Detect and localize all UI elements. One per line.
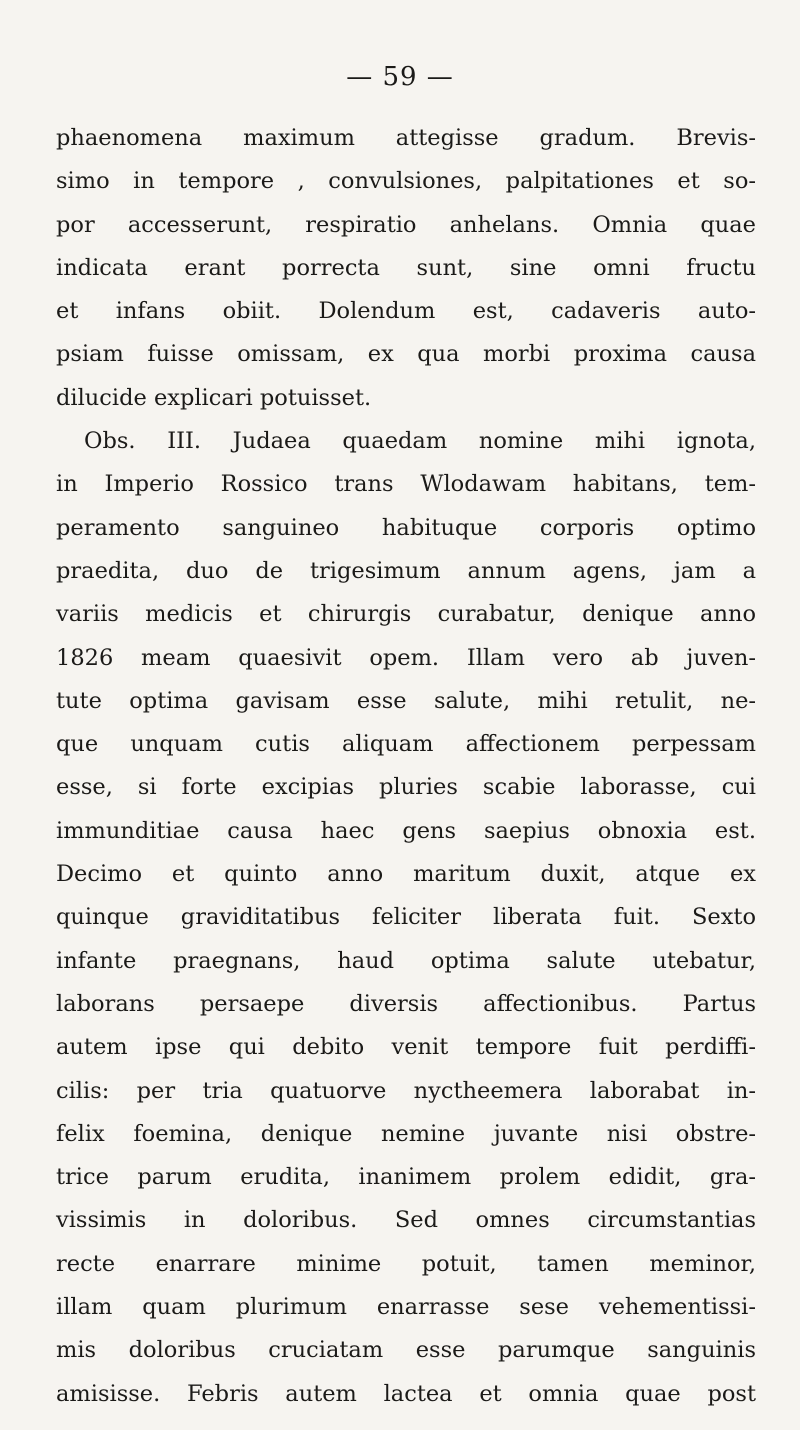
page-number: — 59 — (346, 62, 454, 92)
text-line: vissimis in doloribus. Sed omnes circumstantias (56, 1207, 756, 1234)
text-line: 1826 meam quaesivit opem. Illam vero ab juven- (56, 644, 756, 671)
text-line: illam quam plurimum enarrasse sese vehementissi- (56, 1294, 756, 1321)
text-line: phaenomena maximum attegisse gradum. Brevis- (56, 125, 756, 151)
text-line: psiam fuisse omissam, ex qua morbi proxima causa (56, 341, 756, 368)
text-line: esse, si forte excipias pluries scabie laborasse, cui (56, 774, 756, 801)
text-line: praedita, duo de trigesimum annum agens, jam a (56, 557, 756, 584)
text-line: Obs. III. Judaea quaedam nomine mihi ignota, (84, 428, 756, 455)
text-line: mis doloribus cruciatam esse parumque sanguinis (56, 1337, 756, 1364)
text-line: variis medicis et chirurgis curabatur, denique anno (56, 601, 756, 628)
text-line: immunditiae causa haec gens saepius obnoxia est. (56, 817, 756, 844)
text-line: dilucide explicari potuisset. (56, 384, 372, 411)
text-line: amisisse. Febris autem lactea et omnia quae post (56, 1380, 756, 1407)
text-line: felix foemina, denique nemine juvante nisi obstre- (56, 1120, 756, 1147)
text-line: laborans persaepe diversis affectionibus. Partus (56, 990, 756, 1017)
body-text (56, 117, 756, 1416)
text-line: Decimo et quinto anno maritum duxit, atque ex (56, 861, 756, 888)
text-line: recte enarrare minime potuit, tamen meminor, (56, 1250, 756, 1277)
text-line: que unquam cutis aliquam affectionem perpessam (56, 731, 756, 758)
text-line: quinque graviditatibus feliciter liberata fuit. Sexto (56, 904, 756, 931)
text-line: in Imperio Rossico trans Wlodawam habitans, tem- (56, 471, 756, 498)
text-line: tute optima gavisam esse salute, mihi retulit, ne- (56, 687, 756, 714)
text-line: et infans obiit. Dolendum est, cadaveris auto- (56, 298, 756, 325)
text-line: por accesserunt, respiratio anhelans. Omnia quae (56, 211, 756, 238)
text-line: indicata erant porrecta sunt, sine omni fructu (56, 254, 756, 281)
text-line: simo in tempore , convulsiones, palpitationes et so- (56, 168, 756, 195)
text-line: autem ipse qui debito venit tempore fuit perdiffi- (56, 1034, 756, 1061)
text-line: infante praegnans, haud optima salute utebatur, (56, 947, 756, 974)
text-line: cilis: per tria quatuorve nyctheemera laborabat in- (56, 1077, 756, 1104)
text-line: trice parum erudita, inanimem prolem edidit, gra- (56, 1164, 756, 1191)
text-line: peramento sanguineo habituque corporis optimo (56, 514, 756, 541)
